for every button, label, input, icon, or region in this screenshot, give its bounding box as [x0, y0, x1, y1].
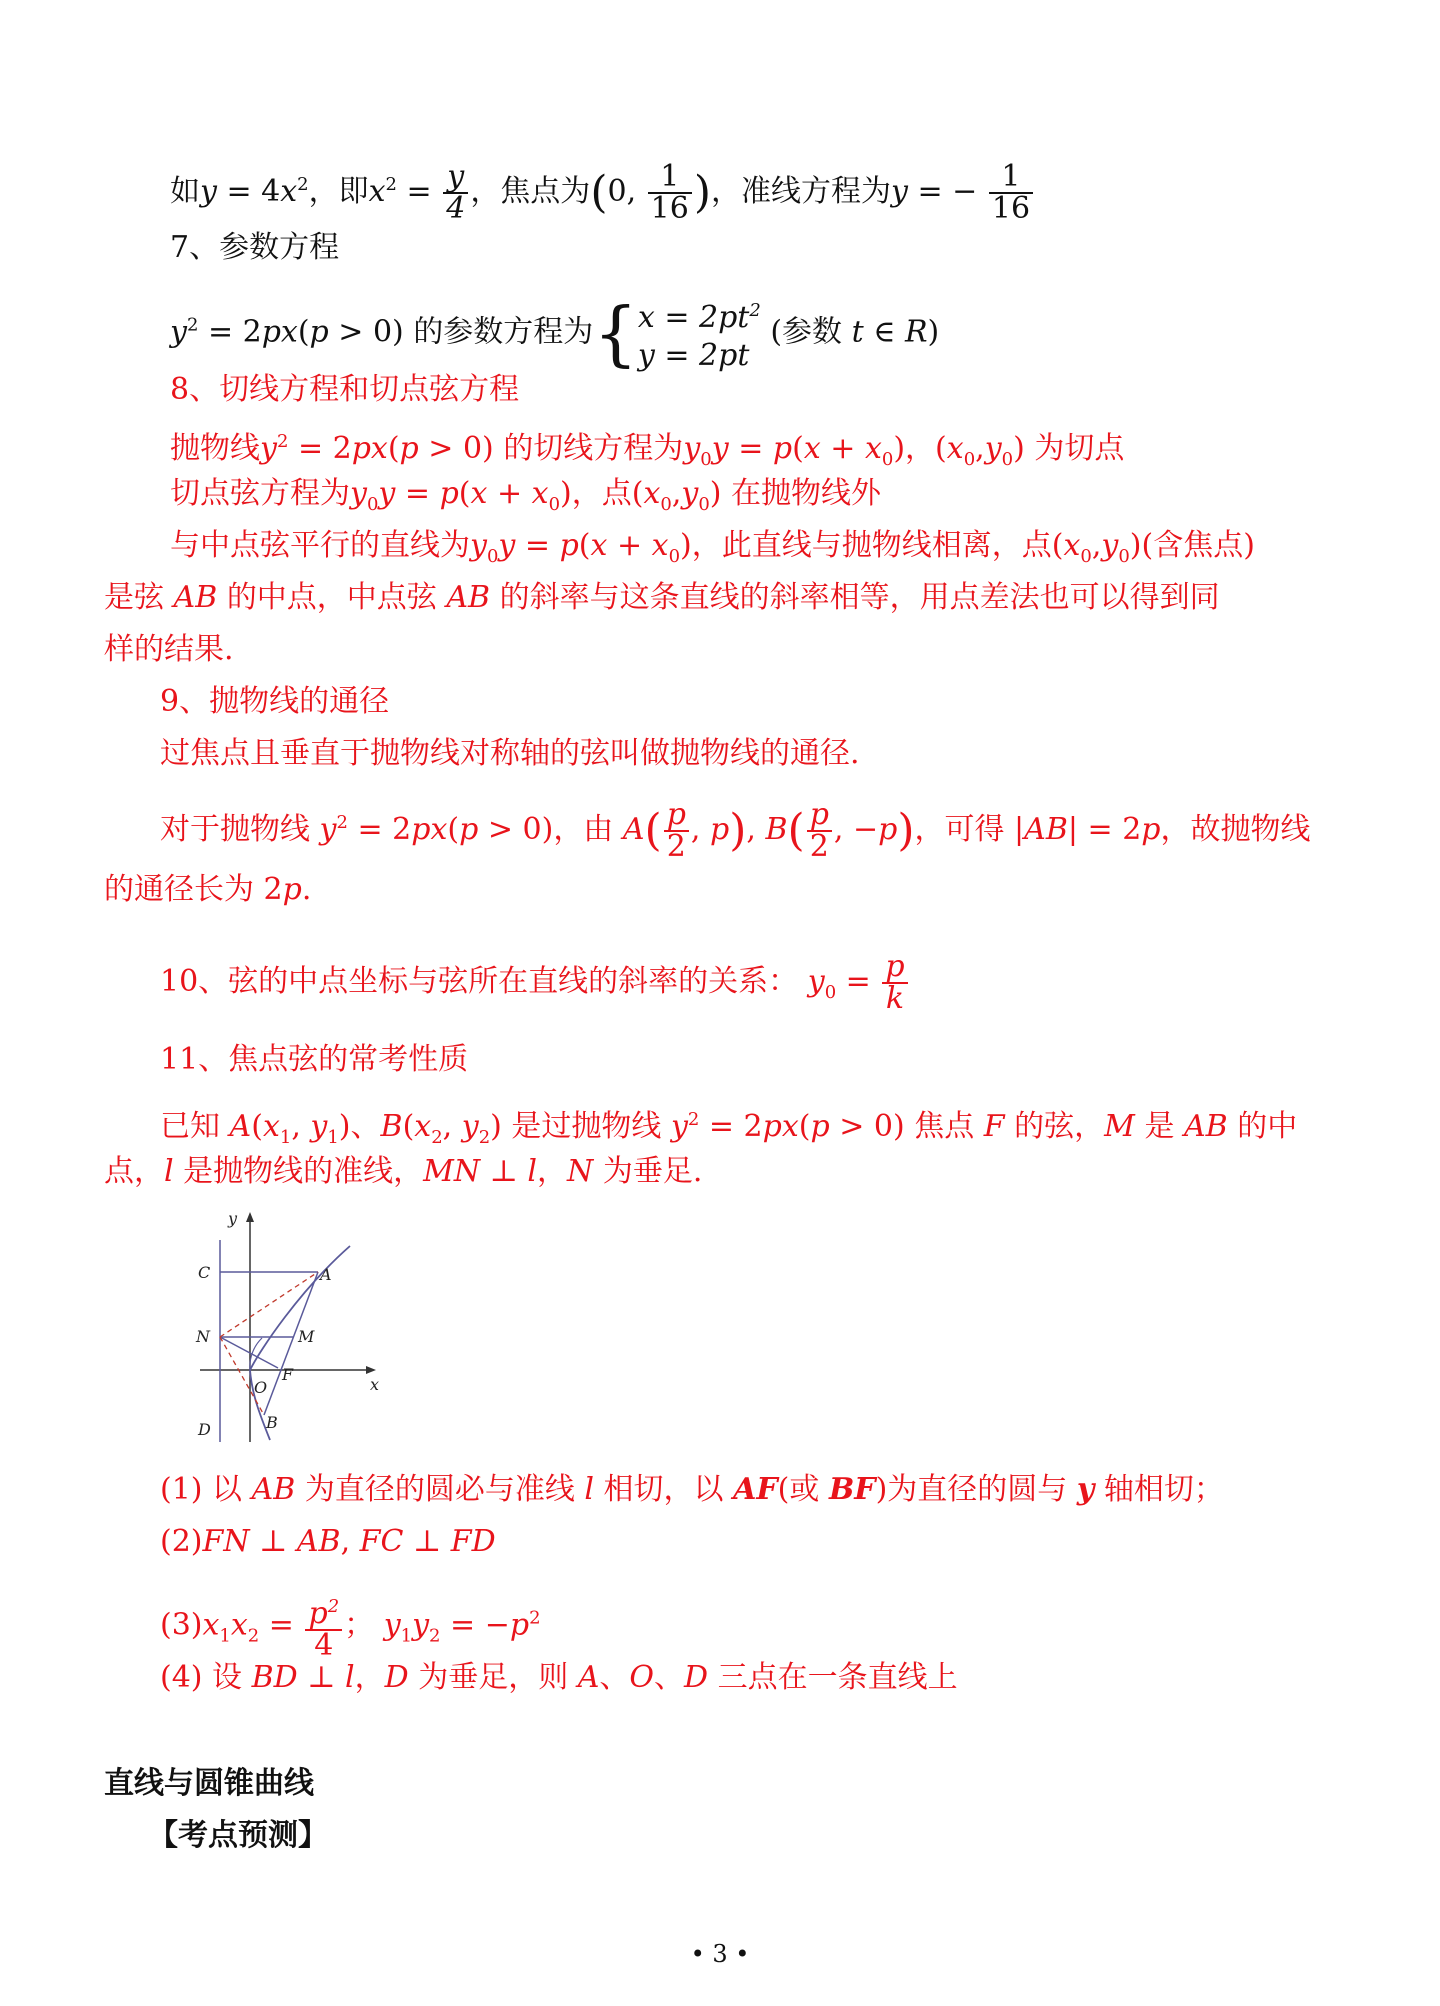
- property-3: $(3)x_1x_2$ = $\frac{p^2}{4}$ ； $y_1y_2 = -p^2$: [160, 1592, 541, 1661]
- parabola-focal-chord-figure: [190, 1210, 390, 1450]
- label-y: y: [228, 1210, 238, 1228]
- heading-line-and-conic: 直线与圆锥曲线: [104, 1766, 314, 1801]
- section-8-title: 8、切线方程和切点弦方程: [170, 372, 520, 407]
- label-N: N: [196, 1327, 210, 1346]
- property-4: (4) 设 BD ⊥ l，D 为垂足，则 A、O、D 三点在一条直线上: [160, 1660, 958, 1695]
- section-7-title: 7、参数方程: [170, 230, 340, 265]
- line-NF: [220, 1337, 278, 1368]
- section-7-body: $y^2 = 2px(p > 0)$ 的参数方程为{ $x = 2pt^2$ y = 2pt (参数 t ∈ R): [170, 292, 940, 375]
- label-C: C: [198, 1263, 211, 1282]
- label-x: x: [370, 1375, 380, 1394]
- label-M: M: [298, 1327, 315, 1346]
- section-8-line-3: 与中点弦平行的直线为$y_0y = p(x + x_0)$，此直线与抛物线相离，点$(x_0,y_0)$(含焦点): [170, 528, 1255, 567]
- section-8-line-5: 样的结果.: [104, 632, 234, 667]
- x-axis-arrow: [366, 1366, 376, 1374]
- section-10: 10、弦的中点坐标与弦所在直线的斜率的关系： $y_0$ = $\frac{p}{k}$: [160, 952, 910, 1014]
- property-2: (2)FN ⊥ AB, FC ⊥ FD: [160, 1524, 496, 1559]
- label-D: D: [198, 1420, 211, 1439]
- section-9-line-3: 的通径长为 2p.: [104, 872, 312, 907]
- section-11-line-1: 已知 $A(x_1$, $y_1$)、$B(x_2$, $y_2$) 是过抛物线 $y^2 = 2px(p > 0)$ 焦点 F 的弦，M 是 AB 的中: [160, 1109, 1298, 1148]
- section-8-line-2: 切点弦方程为$y_0y = p(x + x_0)$，点$(x_0,y_0)$ 在抛物线外: [170, 476, 882, 515]
- page-number: • 3 •: [690, 1940, 750, 1968]
- section-9-title: 9、抛物线的通径: [160, 684, 390, 719]
- line-focus-example: 如$y = 4x^2$，即$x^2$ = $\frac{y}{4}$ ，焦点为(0, $\frac{1}{16}$ )，准线方程为y = − $\frac{1}{16}$: [170, 162, 1035, 224]
- property-1: (1) 以 AB 为直径的圆必与准线 l 相切，以 AF(或 BF)为直径的圆与 y 轴相切；: [160, 1472, 1224, 1507]
- section-8-line-1: 抛物线$y^2 = 2px(p > 0)$ 的切线方程为$y_0y = p(x + x_0)$，$(x_0,y_0)$ 为切点: [170, 431, 1125, 470]
- label-A: A: [320, 1265, 332, 1284]
- section-9-line-1: 过焦点且垂直于抛物线对称轴的弦叫做抛物线的通径.: [160, 736, 860, 771]
- label-B: B: [266, 1413, 278, 1432]
- subheading-exam-points: 【考点预测】: [148, 1818, 328, 1853]
- y-axis-arrow: [246, 1212, 254, 1222]
- section-8-line-4: 是弦 AB 的中点，中点弦 AB 的斜率与这条直线的斜率相等，用点差法也可以得到同: [104, 580, 1220, 615]
- section-11-line-2: 点，l 是抛物线的准线，MN ⊥ l，N 为垂足.: [104, 1154, 703, 1189]
- label-O: O: [254, 1378, 268, 1397]
- label-F: F: [282, 1365, 294, 1384]
- section-9-line-2: 对于抛物线 $y^2 = 2px(p > 0)$，由 A( $\frac{p}{2}$ , p), B( $\frac{p}{2}$ , −p)，可得 |AB| = 2p，故抛物线: [160, 797, 1311, 864]
- section-11-title: 11、焦点弦的常考性质: [160, 1042, 469, 1077]
